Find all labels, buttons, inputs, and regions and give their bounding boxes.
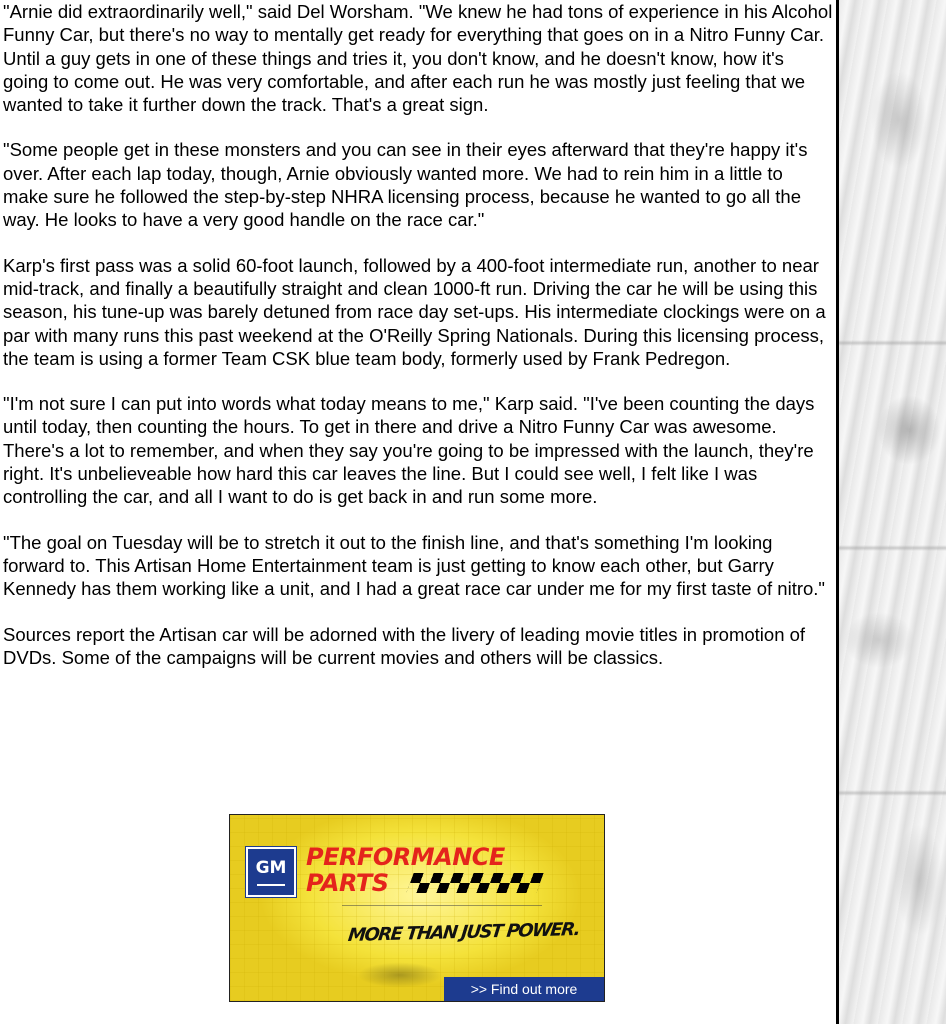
strip-seam xyxy=(839,790,946,796)
article-paragraph-2: "Some people get in these monsters and you can see in their eyes afterward that they're happy it's over. After each lap today, though, Arnie obviously wanted more. We had to rein him in a little to make sure he followed the step-by-step NHRA licensing process, because he wanted to go all the way. He looks to have a very good handle on the race car." xyxy=(3,139,808,231)
article-paragraph-5: "The goal on Tuesday will be to stretch it out to the finish line, and that's something I'm looking forward to. This Artisan Home Entertainment team is just getting to know each other, but Garry Kennedy has them working like a unit, and I had a great race car under me for my first taste of nitro." xyxy=(3,531,826,600)
ad-tagline: MORE THAN JUST POWER. xyxy=(346,918,581,947)
checkered-flag-icon xyxy=(406,873,543,893)
article-body xyxy=(3,0,833,691)
article-paragraph-1: "Arnie did extraordinarily well," said Del Worsham. "We knew he had tons of experience in his Alcohol Funny Car, but there's no way to mentally get ready for everything that goes on in a Nitro Funny Car. Until a guy gets in one of these things and tries it, you don't know, and he doesn't know, how it's going to come out. He was very comfortable, and after each run he was mostly just feeling that we wanted to take it further down the track. That's a great sign. xyxy=(3,1,833,116)
article-paragraph-4: "I'm not sure I can put into words what today means to me," Karp said. "I've been counting the days until today, then counting the hours. To get in there and drive a Nitro Funny Car was awesome. There's a lot to remember, and when they say you're going to be impressed with the launch, they're right. It's unbelieveable how hard this car leaves the line. But I could see well, I felt like I was controlling the car, and all I want to do is get back in and run some more. xyxy=(3,393,815,508)
find-out-more-button[interactable]: >> Find out more xyxy=(444,977,604,1001)
gm-performance-parts-ad-banner[interactable] xyxy=(229,814,605,1002)
article-paragraph-3: Karp's first pass was a solid 60-foot launch, followed by a 400-foot intermediate run, another to near mid-track, and finally a beautifully straight and clean 1000-ft run. Driving the car he will be using this season, his tune-up was barely detuned from race day set-ups. His intermediate clockings were on a par with many runs this past weekend at the O'Reilly Spring Nationals. During this licensing process, the team is using a former Team CSK blue team body, formerly used by Frank Pedregon. xyxy=(3,254,826,369)
ad-divider xyxy=(342,905,542,906)
strip-seam xyxy=(839,340,946,346)
strip-seam xyxy=(839,545,946,551)
ad-brand-performance: PERFORMANCE xyxy=(306,843,505,871)
gm-logo: GM xyxy=(246,847,296,897)
ad-background-texture xyxy=(340,955,460,995)
ad-brand-parts: PARTS xyxy=(306,869,389,897)
engine-photo-strip xyxy=(839,0,946,1024)
article-paragraph-6: Sources report the Artisan car will be adorned with the livery of leading movie titles in promotion of DVDs. Some of the campaigns will be current movies and others will be classics. xyxy=(3,623,806,668)
